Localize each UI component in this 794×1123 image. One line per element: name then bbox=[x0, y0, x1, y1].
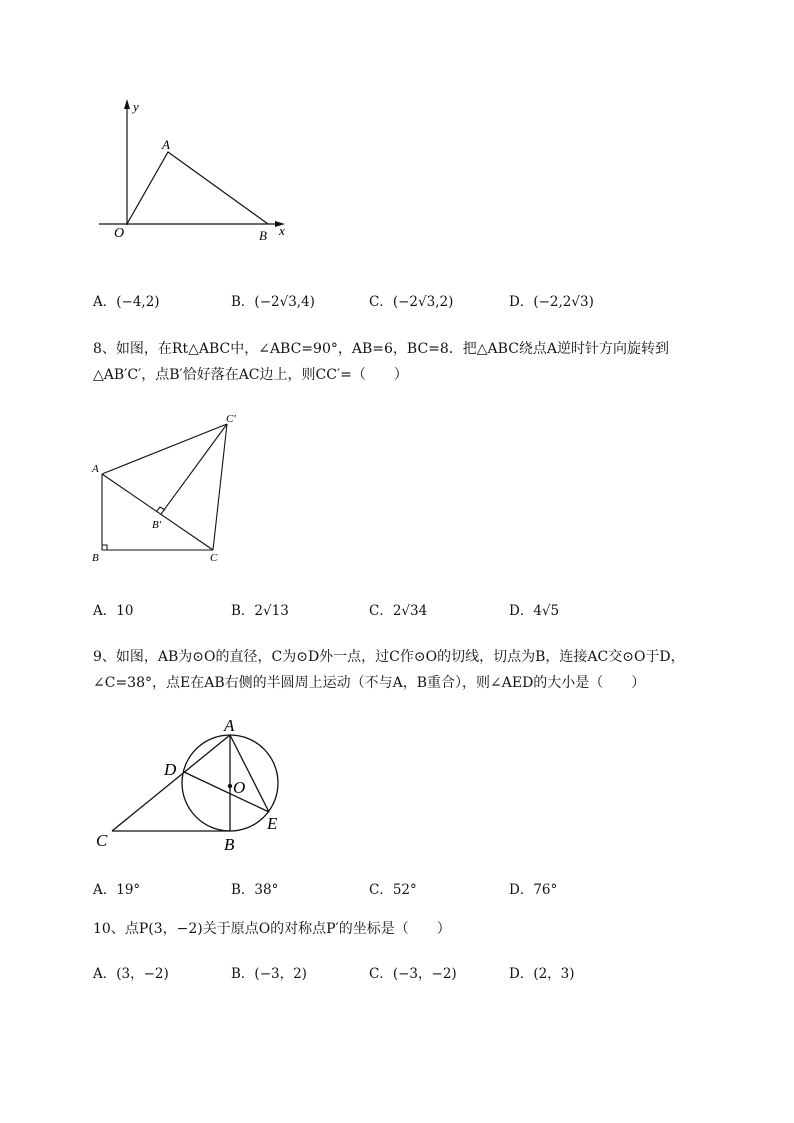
q8-stem-line1: 8、如图，在Rt△ABC中，∠ABC=90°，AB=6，BC=8．把△ABC绕点A逆时针方向旋转到 bbox=[93, 341, 670, 357]
q9-stem-line2: ∠C=38°，点E在AB右侧的半圆周上运动（不与A，B重合），则∠AED的大小是（ ） bbox=[93, 675, 646, 691]
q7-option-c[interactable] bbox=[369, 290, 453, 310]
q7-option-d-value: (−2,2√3) bbox=[533, 294, 594, 310]
q7-coordinate-figure bbox=[95, 95, 305, 250]
q9-option-a-value: 19° bbox=[116, 882, 141, 898]
q10-option-b-letter: B． bbox=[231, 966, 255, 982]
q10-option-b[interactable] bbox=[231, 962, 307, 982]
q9-label-e: E bbox=[267, 814, 278, 833]
q7-option-d[interactable] bbox=[509, 290, 594, 310]
q9-option-a-letter: A． bbox=[93, 882, 117, 898]
q9-stem-line1: 9、如图，AB为⊙O的直径，C为⊙D外一点，过C作⊙O的切线，切点为B，连接AC交⊙O于D， bbox=[93, 649, 685, 665]
q8-option-d-letter: D． bbox=[509, 603, 534, 619]
q9-option-b[interactable] bbox=[231, 878, 278, 898]
q10-option-d-value: (2，3) bbox=[533, 966, 575, 982]
q9-label-b: B bbox=[224, 835, 235, 854]
q9-option-c-value: 52° bbox=[392, 882, 417, 898]
q7-label-a: A bbox=[162, 137, 170, 152]
q9-circle-figure bbox=[92, 712, 292, 860]
q9-label-d: D bbox=[164, 760, 177, 779]
q8-option-d[interactable] bbox=[509, 599, 559, 619]
q8-option-c[interactable] bbox=[369, 599, 427, 619]
q7-label-o: O bbox=[114, 226, 125, 241]
q9-label-a: A bbox=[224, 716, 235, 735]
q7-label-x: x bbox=[279, 223, 285, 238]
q8-label-c-prime: C′ bbox=[226, 413, 236, 425]
q10-option-b-value: (−3，2) bbox=[254, 966, 307, 982]
q8-option-b[interactable] bbox=[231, 599, 289, 619]
q9-option-b-value: 38° bbox=[254, 882, 279, 898]
q10-option-a[interactable] bbox=[93, 962, 169, 982]
q10-stem-line1: 10、点P(3，−2)关于原点O的对称点P′的坐标是（ ） bbox=[93, 921, 451, 937]
q7-option-c-letter: C． bbox=[369, 294, 393, 310]
q8-option-a-letter: A． bbox=[93, 603, 117, 619]
q10-option-a-letter: A． bbox=[93, 966, 117, 982]
q8-option-b-letter: B． bbox=[231, 603, 255, 619]
q9-option-d-value: 76° bbox=[533, 882, 558, 898]
q9-option-c[interactable] bbox=[369, 878, 417, 898]
q10-option-c-value: (−3，−2) bbox=[392, 966, 457, 982]
q9-label-c: C bbox=[96, 831, 108, 850]
q8-stem-line2: △AB′C′，点B′恰好落在AC边上，则CC′=（ ） bbox=[93, 367, 408, 383]
q8-option-b-value: 2√13 bbox=[254, 603, 289, 619]
q9-option-c-letter: C． bbox=[369, 882, 393, 898]
q7-option-b[interactable] bbox=[231, 290, 315, 310]
q9-option-a[interactable] bbox=[93, 878, 140, 898]
q8-label-b-prime: B′ bbox=[152, 519, 162, 531]
q8-label-a: A bbox=[92, 463, 99, 475]
q8-triangle-figure bbox=[88, 408, 248, 568]
q8-option-a-value: 10 bbox=[116, 603, 134, 619]
q7-label-b: B bbox=[259, 228, 267, 243]
q10-option-d[interactable] bbox=[509, 962, 575, 982]
q7-option-c-value: (−2√3,2) bbox=[392, 294, 454, 310]
q10-option-c-letter: C． bbox=[369, 966, 393, 982]
q7-label-y: y bbox=[133, 99, 139, 114]
q9-option-d[interactable] bbox=[509, 878, 557, 898]
q9-option-d-letter: D． bbox=[509, 882, 534, 898]
q8-option-c-value: 2√34 bbox=[392, 603, 428, 619]
q7-option-a[interactable] bbox=[93, 290, 160, 310]
q8-option-d-value: 4√5 bbox=[533, 603, 560, 619]
q9-option-b-letter: B． bbox=[231, 882, 255, 898]
q10-option-a-value: (3，−2) bbox=[116, 966, 169, 982]
q8-label-b: B bbox=[92, 552, 99, 564]
q7-option-a-letter: A． bbox=[93, 294, 117, 310]
q9-label-o: O bbox=[233, 778, 246, 797]
q7-option-b-letter: B． bbox=[231, 294, 255, 310]
q7-option-d-letter: D． bbox=[509, 294, 534, 310]
q8-option-c-letter: C． bbox=[369, 603, 393, 619]
q7-option-a-value: (−4,2) bbox=[116, 294, 160, 310]
q8-label-c: C bbox=[210, 552, 218, 564]
q8-option-a[interactable] bbox=[93, 599, 133, 619]
q10-option-d-letter: D． bbox=[509, 966, 534, 982]
q7-option-b-value: (−2√3,4) bbox=[254, 294, 315, 310]
q10-option-c[interactable] bbox=[369, 962, 457, 982]
